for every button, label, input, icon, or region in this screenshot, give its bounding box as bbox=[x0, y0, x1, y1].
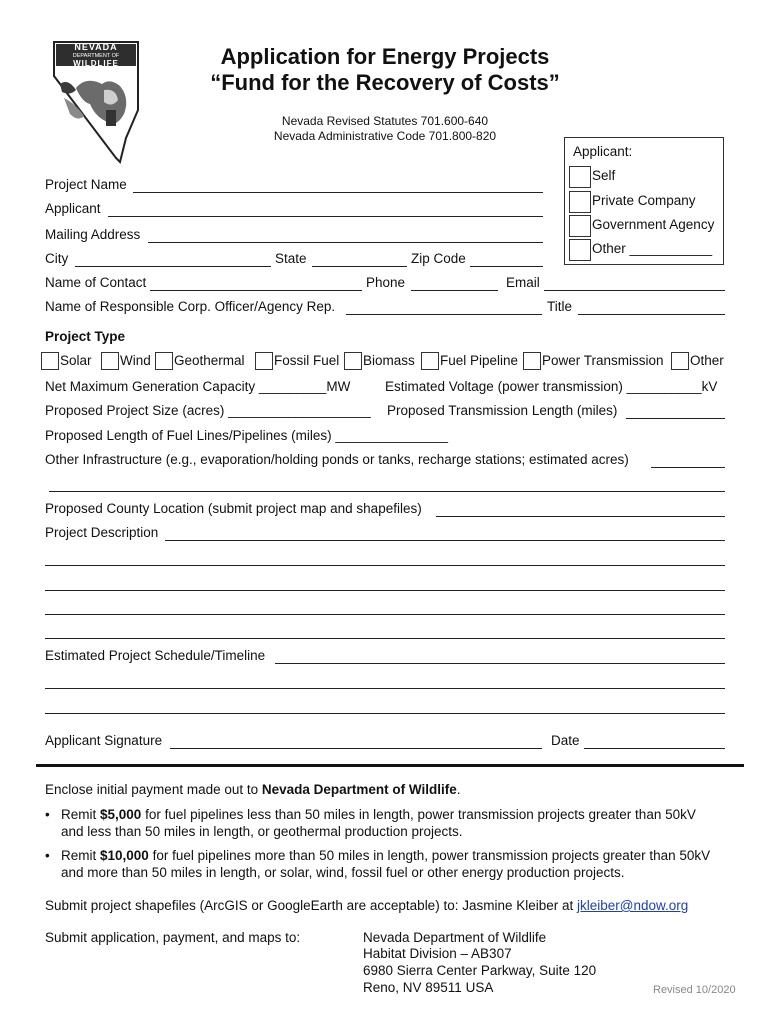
officer-field[interactable] bbox=[346, 314, 542, 315]
county-field[interactable] bbox=[436, 516, 725, 517]
description-field[interactable] bbox=[165, 540, 725, 541]
address-line-3: 6980 Sierra Center Parkway, Suite 120 bbox=[363, 963, 597, 978]
bullet-1-prefix: Remit bbox=[61, 807, 101, 822]
revision-date: Revised 10/2020 bbox=[653, 984, 736, 996]
statute-line-2: Nevada Administrative Code 701.800-820 bbox=[273, 129, 497, 143]
applicant-other-checkbox[interactable] bbox=[569, 239, 591, 261]
email-field[interactable] bbox=[544, 290, 725, 291]
state-field[interactable] bbox=[312, 266, 407, 267]
section-divider bbox=[36, 764, 744, 767]
applicant-field[interactable] bbox=[108, 216, 543, 217]
applicant-private-checkbox[interactable] bbox=[569, 191, 591, 213]
bullet-2-amount: $10,000 bbox=[100, 848, 149, 863]
address-line-2: Habitat Division – AB307 bbox=[363, 946, 512, 961]
type-other-checkbox[interactable] bbox=[671, 352, 689, 370]
shapefiles-instruction bbox=[45, 898, 688, 913]
applicant-government-checkbox[interactable] bbox=[569, 215, 591, 237]
infrastructure-field[interactable] bbox=[651, 467, 725, 468]
applicant-other-label: Other ___________ bbox=[592, 241, 713, 256]
type-fossil-fuel-label: Fossil Fuel bbox=[274, 353, 340, 368]
payee-name: Nevada Department of Wildlife bbox=[261, 782, 457, 797]
payment-intro bbox=[45, 782, 461, 797]
bullet-2-text: for fuel pipelines more than 50 miles in length, power transmission projects greater than 50kV bbox=[148, 848, 711, 863]
bullet-1-line-1 bbox=[61, 807, 696, 822]
description-field-4[interactable] bbox=[45, 614, 725, 615]
bullet-2-line-2: and more than 50 miles in length, or solar, wind, fossil fuel or other energy production projects. bbox=[61, 865, 625, 880]
type-power-transmission-label: Power Transmission bbox=[542, 353, 664, 368]
type-other-label: Other bbox=[690, 353, 724, 368]
infrastructure-label: Other Infrastructure (e.g., evaporation/holding ponds or tanks, recharge stations; estimated acres) bbox=[45, 452, 629, 467]
logo-mid-text: DEPARTMENT OF bbox=[72, 53, 120, 59]
bullet-1-marker: • bbox=[45, 807, 50, 822]
email-label: Email bbox=[506, 275, 540, 290]
type-fuel-pipeline-label: Fuel Pipeline bbox=[440, 353, 519, 368]
logo-top-text: NEVADA bbox=[74, 42, 118, 52]
zip-field[interactable] bbox=[470, 266, 543, 267]
applicant-self-label: Self bbox=[592, 168, 616, 183]
phone-field[interactable] bbox=[411, 290, 498, 291]
applicant-private-label: Private Company bbox=[592, 193, 696, 208]
transmission-length-field[interactable] bbox=[626, 418, 725, 419]
bullet-1-text: for fuel pipelines less than 50 miles in length, power transmission projects greater than 50kV bbox=[141, 807, 696, 822]
schedule-field-3[interactable] bbox=[45, 713, 725, 714]
project-name-label: Project Name bbox=[45, 177, 127, 192]
type-wind-label: Wind bbox=[120, 353, 151, 368]
description-field-2[interactable] bbox=[45, 565, 725, 566]
pipeline-length-label: Proposed Length of Fuel Lines/Pipelines (miles) _______________ bbox=[45, 428, 449, 443]
payment-intro-end: . bbox=[456, 782, 461, 797]
date-label: Date bbox=[551, 733, 580, 748]
project-type-heading: Project Type bbox=[45, 329, 126, 344]
title-line-1: Application for Energy Projects bbox=[220, 44, 550, 69]
schedule-label: Estimated Project Schedule/Timeline bbox=[45, 648, 266, 663]
bullet-2-line-1 bbox=[61, 848, 710, 863]
title-label: Title bbox=[547, 299, 573, 314]
date-field[interactable] bbox=[584, 748, 725, 749]
mailing-address-field[interactable] bbox=[148, 242, 543, 243]
project-size-label: Proposed Project Size (acres) ___________________ bbox=[45, 403, 371, 418]
type-solar-label: Solar bbox=[60, 353, 92, 368]
shapefiles-text: Submit project shapefiles (ArcGIS or GoogleEarth are acceptable) to: Jasmine Kleiber at bbox=[45, 898, 578, 913]
contact-field[interactable] bbox=[150, 290, 362, 291]
signature-label: Applicant Signature bbox=[45, 733, 163, 748]
officer-label: Name of Responsible Corp. Officer/Agency Rep. bbox=[45, 299, 336, 314]
payment-intro-text: Enclose initial payment made out to bbox=[45, 782, 262, 797]
transmission-length-label: Proposed Transmission Length (miles) bbox=[387, 403, 618, 418]
statute-line-1: Nevada Revised Statutes 701.600-640 bbox=[281, 114, 489, 128]
type-biomass-label: Biomass bbox=[363, 353, 415, 368]
bullet-2-prefix: Remit bbox=[61, 848, 101, 863]
bullet-1-amount: $5,000 bbox=[100, 807, 142, 822]
city-field[interactable] bbox=[75, 266, 271, 267]
type-geothermal-label: Geothermal bbox=[174, 353, 245, 368]
applicant-label: Applicant bbox=[45, 201, 101, 216]
description-label: Project Description bbox=[45, 525, 159, 540]
description-field-5[interactable] bbox=[45, 638, 725, 639]
type-geothermal-checkbox[interactable] bbox=[155, 352, 173, 370]
title-field[interactable] bbox=[578, 314, 725, 315]
signature-field[interactable] bbox=[170, 748, 542, 749]
contact-email-link[interactable]: jkleiber@ndow.org bbox=[577, 898, 689, 913]
applicant-type-heading: Applicant: bbox=[573, 144, 633, 159]
schedule-field-2[interactable] bbox=[45, 688, 725, 689]
type-power-transmission-checkbox[interactable] bbox=[523, 352, 541, 370]
mailing-address-label: Mailing Address bbox=[45, 227, 141, 242]
capacity-label: Net Maximum Generation Capacity _________MW bbox=[45, 379, 351, 394]
county-label: Proposed County Location (submit project map and shapefiles) bbox=[45, 501, 422, 516]
bullet-1-line-2: and less than 50 miles in length, or geothermal production projects. bbox=[61, 824, 463, 839]
type-wind-checkbox[interactable] bbox=[101, 352, 119, 370]
state-label: State bbox=[275, 251, 307, 266]
city-label: City bbox=[45, 251, 69, 266]
applicant-self-checkbox[interactable] bbox=[569, 166, 591, 188]
bullet-2-marker: • bbox=[45, 848, 50, 863]
voltage-label: Estimated Voltage (power transmission) __________kV bbox=[385, 379, 718, 394]
logo-bottom-text: WILDLIFE bbox=[73, 59, 119, 68]
contact-label: Name of Contact bbox=[45, 275, 147, 290]
description-field-3[interactable] bbox=[45, 590, 725, 591]
schedule-field[interactable] bbox=[275, 663, 725, 664]
infrastructure-field-2[interactable] bbox=[49, 491, 725, 492]
type-biomass-checkbox[interactable] bbox=[344, 352, 362, 370]
title-line-2: “Fund for the Recovery of Costs” bbox=[210, 70, 560, 95]
type-solar-checkbox[interactable] bbox=[41, 352, 59, 370]
phone-label: Phone bbox=[366, 275, 406, 290]
project-name-field[interactable] bbox=[133, 192, 543, 193]
type-fuel-pipeline-checkbox[interactable] bbox=[421, 352, 439, 370]
address-line-1: Nevada Department of Wildlife bbox=[363, 930, 547, 945]
submit-application-label: Submit application, payment, and maps to: bbox=[45, 930, 301, 945]
type-fossil-fuel-checkbox[interactable] bbox=[255, 352, 273, 370]
applicant-government-label: Government Agency bbox=[592, 217, 715, 232]
address-line-4: Reno, NV 89511 USA bbox=[363, 980, 494, 995]
zip-label: Zip Code bbox=[411, 251, 466, 266]
